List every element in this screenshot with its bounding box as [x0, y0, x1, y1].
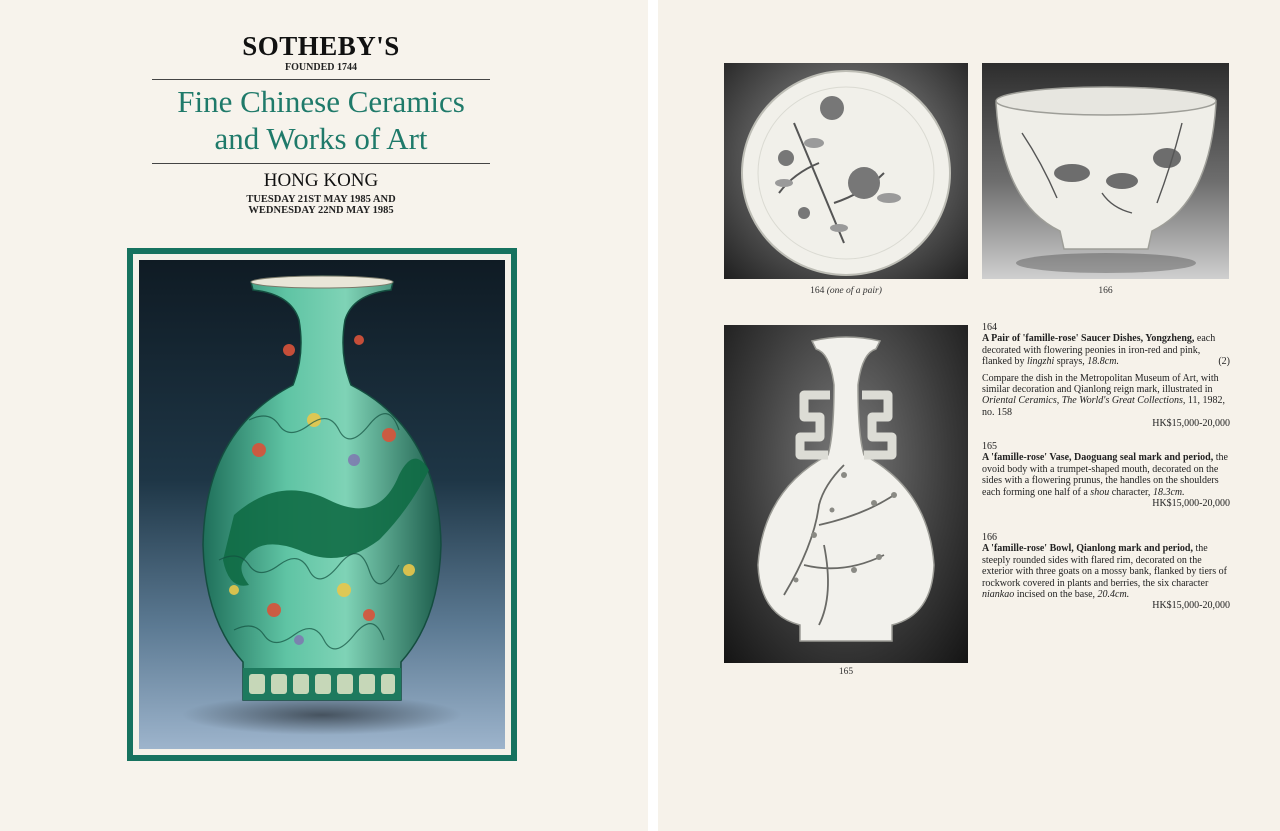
- lot-164-photo-caption: [724, 286, 968, 296]
- bowl-illustration: [982, 63, 1229, 279]
- vase-illustration: [139, 260, 505, 749]
- caption-number: 164: [810, 286, 825, 296]
- lot-heading: A 'famille-rose' Vase, Daoguang seal mark and period,: [982, 452, 1214, 464]
- vase-165-illustration: [724, 325, 968, 663]
- lot-size: 18.3cm.: [1152, 486, 1185, 498]
- lot-164-entry: [982, 322, 1230, 430]
- lot-estimate: HK$15,000-20,000: [1152, 418, 1230, 430]
- cover-title-line-1: Fine Chinese Ceramics: [177, 84, 465, 119]
- sale-date-line-2: WEDNESDAY 22ND MAY 1985: [248, 205, 394, 216]
- lot-166-photo: [982, 63, 1229, 279]
- brand-name: SOTHEBY'S: [242, 31, 400, 61]
- lot-size: 18.8cm.: [1087, 356, 1119, 368]
- lot-literature-note: Compare the dish in the Metropolitan Museum of Art, with similar decoration and Qianlong reign mark, illustrated in Oriental Ceramics, The World's Great Collections, 11, 1982, no. 158: [982, 372, 1225, 418]
- lot-165-entry: [982, 441, 1230, 509]
- cover-image-mat: [133, 254, 511, 755]
- title-rule-bottom: [152, 163, 490, 164]
- lot-164-photo: [724, 63, 968, 279]
- lot-166-photo-caption: 166: [1098, 286, 1113, 296]
- lot-number: 165: [982, 441, 997, 452]
- saucer-dish-illustration: [724, 63, 968, 279]
- lot-description: A 'famille-rose' Bowl, Qianlong mark and period, the steeply rounded sides with flared rim, decorated on the exterior with three goats on a mossy bank, flanked by tiers of rockwork covered in plants and berries, the six character niankao incised on the base, 20.4cm.: [982, 543, 1227, 601]
- sale-date-line-1: TUESDAY 21ST MAY 1985 AND: [246, 194, 396, 205]
- lot-description: A 'famille-rose' Vase, Daoguang seal mark and period, the ovoid body with a trumpet-shaped mouth, decorated on the sides with a flowering prunus, the handles on the shoulders each forming one half of a shou character, 18.3cm.: [982, 452, 1228, 498]
- lot-description: A Pair of 'famille-rose' Saucer Dishes, Yongzheng, each decorated with flowering peonies in iron-red and pink, flanked by lingzhi sprays, 18.8cm. (2): [982, 333, 1230, 368]
- founded-line: FOUNDED 1744: [285, 62, 357, 73]
- lot-number: 164: [982, 322, 997, 333]
- cover-image-frame: [127, 248, 517, 761]
- catalogue-lot-page: [658, 0, 1280, 831]
- page-gutter: [648, 0, 658, 831]
- caption-note: (one of a pair): [826, 286, 882, 296]
- title-rule-top: [152, 79, 490, 80]
- lot-heading: A Pair of 'famille-rose' Saucer Dishes, Yongzheng,: [982, 333, 1195, 345]
- cover-title-line-2: and Works of Art: [214, 121, 428, 156]
- cover-vase-photo: [139, 260, 505, 749]
- lot-165-photo-caption: 165: [838, 667, 854, 677]
- sale-location: HONG KONG: [263, 170, 379, 191]
- lot-size: 20.4cm.: [1097, 589, 1130, 601]
- lot-estimate: HK$15,000-20,000: [1152, 600, 1230, 612]
- lot-quantity: (2): [1218, 356, 1230, 368]
- lot-estimate: HK$15,000-20,000: [1152, 498, 1230, 510]
- lot-number: 166: [982, 532, 997, 543]
- lot-heading: A 'famille-rose' Bowl, Qianlong mark and period,: [982, 543, 1193, 555]
- lot-165-photo: [724, 325, 968, 663]
- lot-166-entry: [982, 532, 1230, 612]
